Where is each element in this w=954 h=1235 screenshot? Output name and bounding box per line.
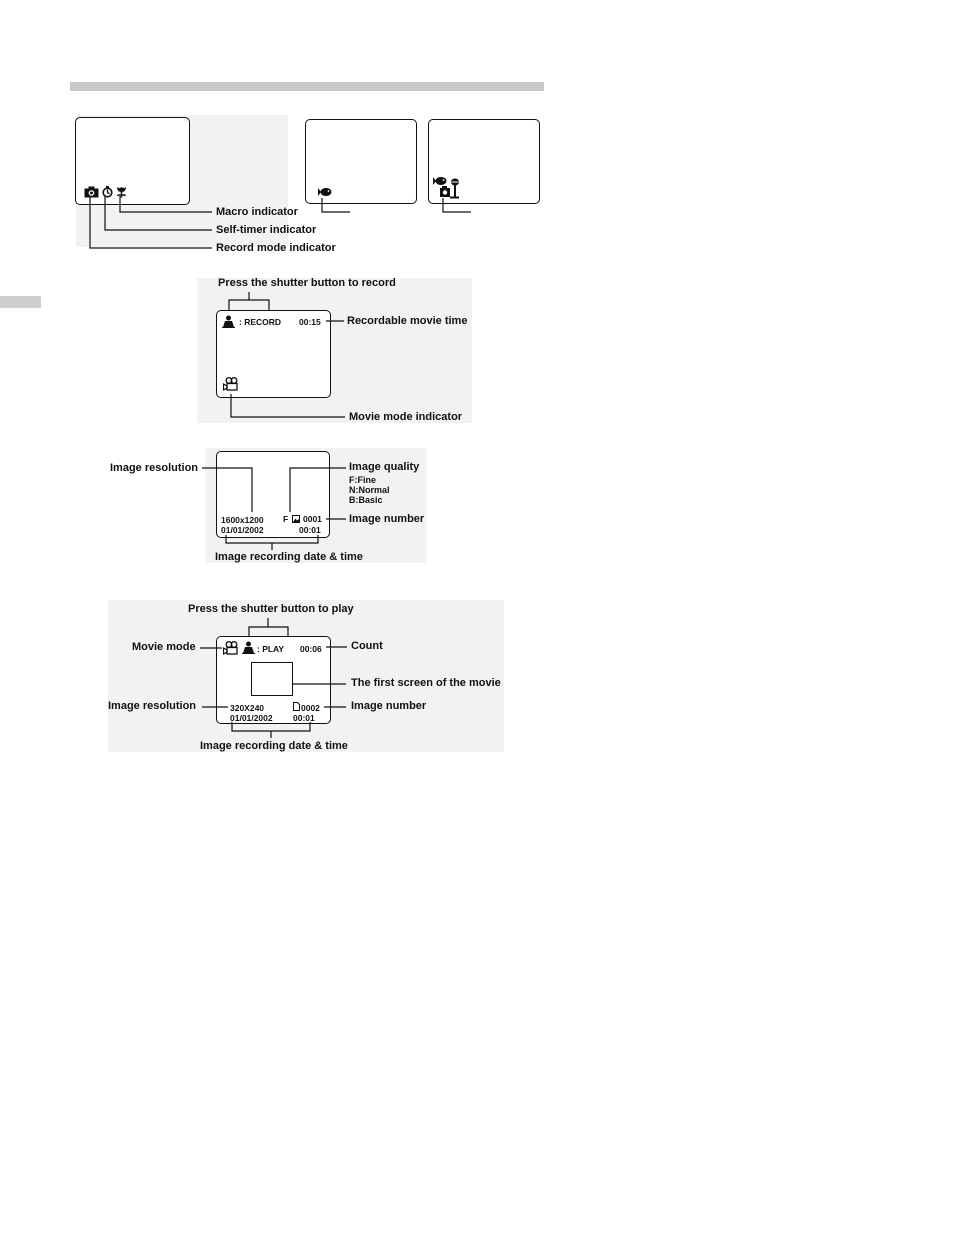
play-mode-text: : PLAY [257,644,285,654]
quality-option-normal: N:Normal [349,485,390,495]
image-quality-label: Image quality [349,461,420,473]
resolution-value: 320X240 [230,703,265,713]
image-date-time-label: Image recording date & time [215,551,363,563]
image-date-time-label: Image recording date & time [200,740,348,752]
recordable-movie-time-label: Recordable movie time [347,315,468,327]
image-number-value: 0001 [303,514,322,524]
movie-mode-indicator-label: Movie mode indicator [349,411,463,423]
date-value: 01/01/2002 [230,713,273,723]
time-value: 00:01 [299,525,321,535]
self-timer-indicator-label: Self-timer indicator [216,224,317,236]
image-number-label: Image number [349,513,425,525]
image-resolution-label: Image resolution [108,700,197,712]
movie-mode-label: Movie mode [132,641,196,653]
macro-indicator-label: Macro indicator [216,206,298,218]
date-value: 01/01/2002 [221,525,264,535]
time-value: 00:01 [293,713,315,723]
image-resolution-label: Image resolution [110,462,199,474]
recordable-time-value: 00:15 [299,317,321,327]
image-number-value: 0002 [301,703,320,713]
count-value: 00:06 [300,644,322,654]
image-number-label: Image number [351,700,427,712]
resolution-value: 1600x1200 [221,515,264,525]
record-mode-text: : RECORD [239,317,282,327]
press-shutter-record-label: Press the shutter button to record [218,277,396,289]
quality-option-fine: F:Fine [349,475,376,485]
count-label: Count [351,640,383,652]
record-mode-indicator-label: Record mode indicator [216,242,336,254]
quality-option-basic: B:Basic [349,495,383,505]
first-screen-label: The first screen of the movie [351,677,501,689]
press-shutter-play-label: Press the shutter button to play [188,603,354,615]
quality-value: F [283,514,289,524]
